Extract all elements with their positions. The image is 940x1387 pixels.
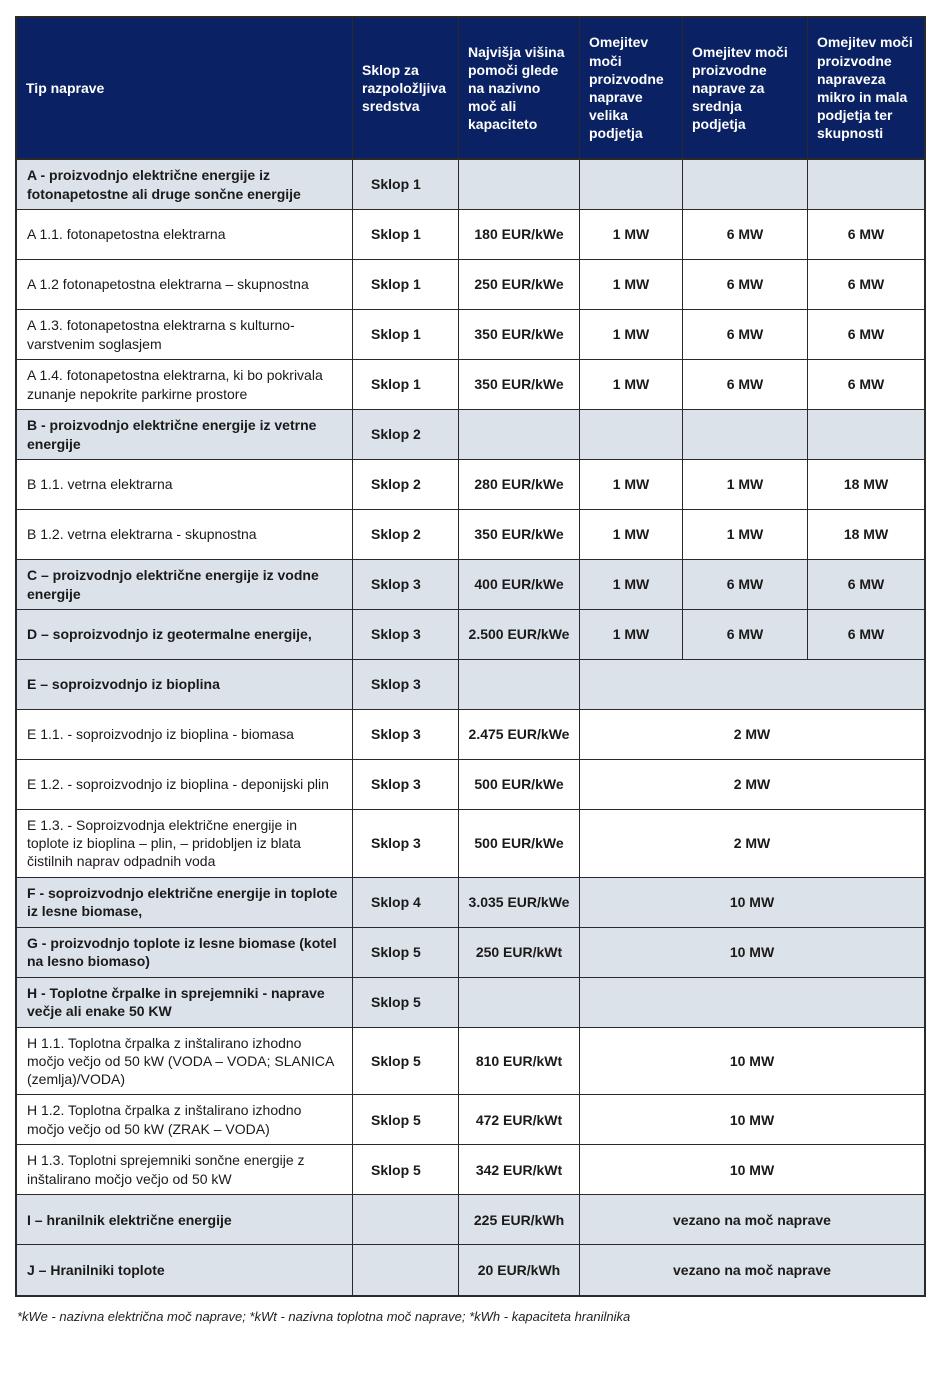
device-type-cell: A 1.1. fotonapetostna elektrarna xyxy=(17,210,353,260)
limit-medium-cell: 6 MW xyxy=(683,260,808,310)
table-row xyxy=(17,660,924,710)
aid-cell: 280 EUR/kWe xyxy=(459,460,580,510)
limit-large-cell xyxy=(580,410,683,460)
sklop-cell: Sklop 5 xyxy=(353,978,459,1028)
sklop-cell: Sklop 2 xyxy=(353,410,459,460)
table-body xyxy=(17,160,924,1295)
merged-limit-cell: vezano na moč naprave xyxy=(673,1262,831,1279)
device-type-cell: E – soproizvodnjo iz bioplina xyxy=(17,660,353,710)
device-type-cell: B 1.2. vetrna elektrarna - skupnostna xyxy=(17,510,353,560)
limit-large-cell: 1 MW xyxy=(580,260,683,310)
sklop-cell: Sklop 3 xyxy=(353,660,459,710)
limit-large-cell: 1 MW xyxy=(580,510,683,560)
device-type-cell: D – soproizvodnjo iz geotermalne energije, xyxy=(17,610,353,660)
limit-medium-cell: 6 MW xyxy=(683,560,808,610)
limit-large-cell: 1 MW xyxy=(580,610,683,660)
aid-cell xyxy=(459,410,580,460)
merged-limit-cell: 10 MW xyxy=(580,1028,924,1096)
sklop-cell: Sklop 5 xyxy=(353,1095,459,1145)
merged-limit-cell: 2 MW xyxy=(580,810,924,878)
table-row xyxy=(17,210,924,260)
aid-cell: 250 EUR/kWt xyxy=(459,928,580,978)
limit-micro-cell xyxy=(808,410,924,460)
aid-cell: 350 EUR/kWe xyxy=(459,310,580,360)
limit-micro-cell: 18 MW xyxy=(808,460,924,510)
column-header-limit-micro: Omejitev moči proizvodne napraveza mikro in mala podjetja ter skupnosti xyxy=(808,18,924,160)
merged-limit-cell: vezano na moč naprave xyxy=(580,1195,924,1245)
limit-medium-cell: 6 MW xyxy=(683,210,808,260)
aid-cell: 400 EUR/kWe xyxy=(459,560,580,610)
device-type-cell: B - proizvodnjo električne energije iz vetrne energije xyxy=(17,410,353,460)
table-row xyxy=(17,878,924,928)
table-row xyxy=(17,560,924,610)
sklop-cell xyxy=(353,1195,459,1245)
device-type-cell: E 1.2. - soproizvodnjo iz bioplina - deponijski plin xyxy=(17,760,353,810)
table-row xyxy=(17,928,924,978)
limit-large-cell: 1 MW xyxy=(580,210,683,260)
table-row xyxy=(17,1095,924,1145)
aid-cell: 810 EUR/kWt xyxy=(459,1028,580,1096)
limit-micro-cell: 6 MW xyxy=(808,210,924,260)
device-type-cell: A - proizvodnjo električne energije iz fotonapetostne ali druge sončne energije xyxy=(17,160,353,210)
limit-large-cell: 1 MW xyxy=(580,560,683,610)
sklop-cell xyxy=(353,1245,459,1295)
table-row xyxy=(17,260,924,310)
table-row xyxy=(17,1028,924,1096)
aid-table xyxy=(15,16,926,1297)
device-type-cell: E 1.3. - Soproizvodnja električne energije in toplote iz bioplina – plin, – pridobljen iz blata čistilnih naprav odpadnih voda xyxy=(17,810,353,878)
device-type-cell: A 1.3. fotonapetostna elektrarna s kulturno-varstvenim soglasjem xyxy=(17,310,353,360)
aid-cell: 3.035 EUR/kWe xyxy=(459,878,580,928)
sklop-cell: Sklop 1 xyxy=(353,160,459,210)
merged-limit-cell: 2 MW xyxy=(580,710,924,760)
sklop-cell: Sklop 1 xyxy=(353,360,459,410)
device-type-cell: C – proizvodnjo električne energije iz vodne energije xyxy=(17,560,353,610)
table-row xyxy=(17,410,924,460)
aid-cell xyxy=(459,160,580,210)
merged-limit-cell xyxy=(580,978,924,1028)
sklop-cell: Sklop 5 xyxy=(353,1145,459,1195)
device-type-cell: A 1.4. fotonapetostna elektrarna, ki bo pokrivala zunanje nepokrite parkirne prostore xyxy=(17,360,353,410)
aid-cell: 342 EUR/kWt xyxy=(459,1145,580,1195)
device-type-cell: H 1.3. Toplotni sprejemniki sončne energije z inštalirano močjo večjo od 50 kW xyxy=(17,1145,353,1195)
sklop-cell: Sklop 1 xyxy=(353,310,459,360)
aid-cell: 350 EUR/kWe xyxy=(459,360,580,410)
merged-limit-cell: 10 MW xyxy=(580,1095,924,1145)
table-row xyxy=(17,510,924,560)
sklop-cell: Sklop 2 xyxy=(353,510,459,560)
table-row xyxy=(17,360,924,410)
sklop-cell: Sklop 3 xyxy=(353,710,459,760)
limit-large-cell: 1 MW xyxy=(580,360,683,410)
sklop-cell: Sklop 3 xyxy=(353,610,459,660)
device-type-cell: G - proizvodnjo toplote iz lesne biomase (kotel na lesno biomaso) xyxy=(17,928,353,978)
sklop-cell: Sklop 5 xyxy=(353,928,459,978)
table-row xyxy=(17,978,924,1028)
sklop-cell: Sklop 3 xyxy=(353,810,459,878)
sklop-cell: Sklop 5 xyxy=(353,1028,459,1096)
limit-medium-cell: 6 MW xyxy=(683,360,808,410)
table-row xyxy=(17,760,924,810)
table-header-row xyxy=(17,18,924,160)
merged-limit-cell: 2 MW xyxy=(580,760,924,810)
aid-cell: 350 EUR/kWe xyxy=(459,510,580,560)
table-row xyxy=(17,310,924,360)
footnote: *kWe - nazivna električna moč naprave; *kWt - nazivna toplotna moč naprave; *kWh - kapaciteta hranilnika xyxy=(17,1309,631,1325)
limit-micro-cell: 6 MW xyxy=(808,610,924,660)
sklop-cell: Sklop 3 xyxy=(353,760,459,810)
limit-medium-cell xyxy=(683,160,808,210)
limit-micro-cell: 18 MW xyxy=(808,510,924,560)
table-row xyxy=(17,1145,924,1195)
device-type-cell: J – Hranilniki toplote xyxy=(17,1245,353,1295)
limit-medium-cell: 6 MW xyxy=(683,310,808,360)
table-row xyxy=(17,610,924,660)
limit-micro-cell: 6 MW xyxy=(808,560,924,610)
column-header-max-aid: Najvišja višina pomoči glede na nazivno moč ali kapaciteto xyxy=(459,18,580,160)
aid-cell: 250 EUR/kWe xyxy=(459,260,580,310)
table-row xyxy=(17,1245,924,1295)
limit-large-cell: 1 MW xyxy=(580,310,683,360)
limit-large-cell: 1 MW xyxy=(580,460,683,510)
merged-limit-cell: 10 MW xyxy=(580,878,924,928)
device-type-cell: A 1.2 fotonapetostna elektrarna – skupnostna xyxy=(17,260,353,310)
device-type-cell: F - soproizvodnjo električne energije in toplote iz lesne biomase, xyxy=(17,878,353,928)
aid-cell: 500 EUR/kWe xyxy=(459,810,580,878)
sklop-cell: Sklop 4 xyxy=(353,878,459,928)
sklop-cell: Sklop 1 xyxy=(353,260,459,310)
device-type-cell: B 1.1. vetrna elektrarna xyxy=(17,460,353,510)
aid-cell xyxy=(459,660,580,710)
aid-cell xyxy=(459,978,580,1028)
limit-medium-cell xyxy=(683,410,808,460)
aid-cell: 500 EUR/kWe xyxy=(459,760,580,810)
limit-medium-cell: 1 MW xyxy=(683,510,808,560)
aid-cell: 472 EUR/kWt xyxy=(459,1095,580,1145)
table-row xyxy=(17,460,924,510)
limit-medium-cell: 1 MW xyxy=(683,460,808,510)
column-header-device-type: Tip naprave xyxy=(17,18,353,160)
device-type-cell: H 1.1. Toplotna črpalka z inštalirano izhodno močjo večjo od 50 kW (VODA – VODA; SLANICA (zemlja)/VODA) xyxy=(17,1028,353,1096)
limit-medium-cell: 6 MW xyxy=(683,610,808,660)
limit-micro-cell xyxy=(808,160,924,210)
aid-cell: 20 EUR/kWh xyxy=(459,1245,580,1295)
device-type-cell: H 1.2. Toplotna črpalka z inštalirano izhodno močjo večjo od 50 kW (ZRAK – VODA) xyxy=(17,1095,353,1145)
merged-limit-cell: 10 MW xyxy=(580,928,924,978)
column-header-sklop: Sklop za razpoložljiva sredstva xyxy=(353,18,459,160)
sklop-cell: Sklop 2 xyxy=(353,460,459,510)
limit-micro-cell: 6 MW xyxy=(808,360,924,410)
merged-limit-cell xyxy=(580,660,924,710)
sklop-cell: Sklop 1 xyxy=(353,210,459,260)
device-type-cell: E 1.1. - soproizvodnjo iz bioplina - biomasa xyxy=(17,710,353,760)
sklop-cell: Sklop 3 xyxy=(353,560,459,610)
device-type-cell: I – hranilnik električne energije xyxy=(17,1195,353,1245)
aid-cell: 180 EUR/kWe xyxy=(459,210,580,260)
column-header-limit-medium: Omejitev moči proizvodne naprave za srednja podjetja xyxy=(683,18,808,160)
table-row xyxy=(17,1195,924,1245)
aid-cell: 225 EUR/kWh xyxy=(459,1195,580,1245)
limit-large-cell xyxy=(580,160,683,210)
table-row xyxy=(17,160,924,210)
column-header-limit-large: Omejitev moči proizvodne naprave velika podjetja xyxy=(580,18,683,160)
merged-limit-cell: 10 MW xyxy=(580,1145,924,1195)
limit-micro-cell: 6 MW xyxy=(808,260,924,310)
device-type-cell: H - Toplotne črpalke in sprejemniki - naprave večje ali enake 50 KW xyxy=(17,978,353,1028)
table-row xyxy=(17,710,924,760)
aid-cell: 2.500 EUR/kWe xyxy=(459,610,580,660)
limit-micro-cell: 6 MW xyxy=(808,310,924,360)
aid-cell: 2.475 EUR/kWe xyxy=(459,710,580,760)
table-row xyxy=(17,810,924,878)
